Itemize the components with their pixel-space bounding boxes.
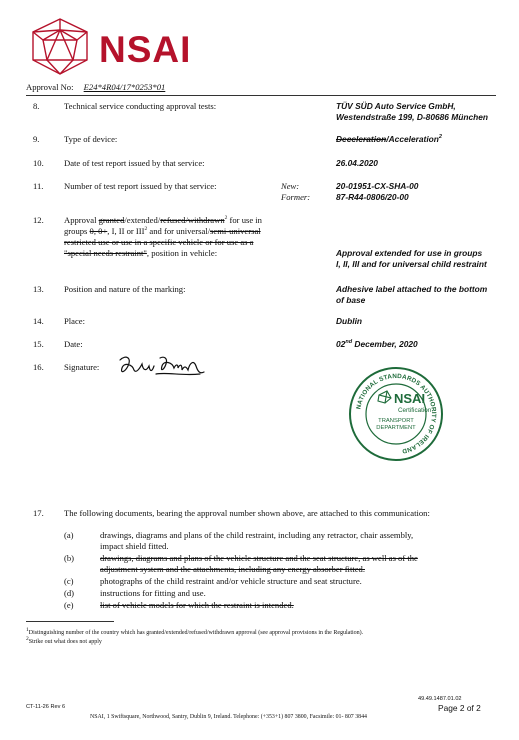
footnote-text: Distinguishing number of the country which has granted/extended/refused/withdrawn approval (see approval provisions in the Regulation). <box>28 630 364 636</box>
list-key: (a) <box>64 530 74 540</box>
header-divider <box>26 95 496 96</box>
footnote-2 <box>26 636 102 645</box>
text: and for universal/ <box>147 226 211 236</box>
text: December, 2020 <box>352 339 418 349</box>
scope-line <box>64 248 304 259</box>
scope-line <box>64 215 304 226</box>
item-label: Date of test report issued by that service: <box>64 158 205 168</box>
list-key: (b) <box>64 553 75 563</box>
footer-address: NSAI, 1 Swiftsquare, Northwood, Santry, Dublin 9, Ireland. Telephone: (+353+1) 807 3800, Facsimile: 01- 807 3844 <box>90 714 367 720</box>
text: /extended/ <box>124 215 161 225</box>
struck-text: Deceleration <box>336 134 387 144</box>
footnote-1 <box>26 627 364 636</box>
footnote-text: Strike out what does not apply <box>28 639 102 645</box>
ordinal-suffix: nd <box>345 339 353 346</box>
list-key: (d) <box>64 588 75 598</box>
item-number: 11. <box>33 181 44 191</box>
footnote-divider <box>26 621 114 622</box>
item-label: Type of device: <box>64 134 118 144</box>
documents-intro: The following documents, bearing the approval number shown above, are attached to this communication: <box>64 508 430 518</box>
footnote-marker: 1 <box>26 627 29 633</box>
text: , I, II or III <box>107 226 145 236</box>
item-number: 10. <box>33 158 44 168</box>
approval-scope-value-2: I, II, III and for universal child restraint <box>336 259 487 269</box>
item-number: 14. <box>33 316 44 326</box>
form-code: CT-11-26 Rev 6 <box>26 704 66 710</box>
item-label: Technical service conducting approval tests: <box>64 101 217 111</box>
approval-scope-text <box>64 215 304 259</box>
stamp-ring-text: NATIONAL STANDARDS AUTHORITY OF IRELAND <box>355 372 438 455</box>
stamp-line-2: DEPARTMENT <box>376 425 416 431</box>
struck-text: "special needs restraint" <box>64 248 147 258</box>
list-item-e: list of vehicle models for which the restraint is intended. <box>100 600 294 610</box>
text: groups <box>64 226 90 236</box>
nsai-logo <box>25 16 200 76</box>
item-number: 17. <box>33 508 44 518</box>
approval-scope-value-1: Approval extended for use in groups <box>336 248 483 258</box>
footnote-ref: 2 <box>438 134 442 141</box>
technical-service-address: Westendstraße 199, D-80686 München <box>336 112 489 122</box>
footnote-ref: 2 <box>224 215 228 222</box>
item-number: 8. <box>33 101 40 111</box>
struck-text: restricted use or use in a specific vehicle or for use as a <box>64 237 254 247</box>
new-report-number: 20-01951-CX-SHA-00 <box>336 181 419 191</box>
item-label: Place: <box>64 316 85 326</box>
item-number: 12. <box>33 215 44 225</box>
stamp-brand: NSAI <box>394 391 426 406</box>
stamp-line-1: TRANSPORT <box>378 418 414 424</box>
item-number: 15. <box>33 339 44 349</box>
list-item-c: photographs of the child restraint and/or vehicle structure and seat structure. <box>100 576 362 586</box>
former-report-number: 87-R44-0806/20-00 <box>336 192 409 202</box>
list-item-a-line-1: drawings, diagrams and plans of the child restraint, including any retractor, chair assembly, <box>100 530 414 540</box>
list-item-b-line-1: drawings, diagrams and plans of the vehicle structure and the seat structure, as well as of the <box>100 553 418 563</box>
former-report-label: Former: <box>281 192 311 202</box>
page-number: Page 2 of 2 <box>438 703 481 713</box>
list-item-b-line-2: adjustment system and the attachments, including any energy absorber fitted. <box>100 564 365 574</box>
marking-value-1: Adhesive label attached to the bottom <box>336 284 488 294</box>
marking-value-2: of base <box>336 295 366 305</box>
text: for use in <box>227 215 262 225</box>
list-item-d: instructions for fitting and use. <box>100 588 206 598</box>
list-key: (c) <box>64 576 74 586</box>
nsai-logo-text: NSAI <box>99 29 192 70</box>
list-key: (e) <box>64 600 74 610</box>
item-label: Signature: <box>64 362 100 372</box>
nsai-certification-stamp <box>347 365 445 463</box>
item-label: Date: <box>64 339 83 349</box>
text: Approval <box>64 215 99 225</box>
place-value: Dublin <box>336 316 363 326</box>
scope-line <box>64 237 304 248</box>
approval-number-row <box>26 82 165 92</box>
approval-label: Approval No: <box>26 82 74 92</box>
item-label: Position and nature of the marking: <box>64 284 186 294</box>
item-number: 13. <box>33 284 44 294</box>
scope-line <box>64 226 304 237</box>
struck-text: semi-universal <box>210 226 261 236</box>
issue-date-value <box>336 339 418 349</box>
struck-text: refused/withdrawn <box>160 215 225 225</box>
stamp-subtitle: Certification <box>398 407 432 414</box>
new-report-label: New: <box>281 181 300 191</box>
nsai-geometric-emblem-icon <box>25 16 95 78</box>
item-number: 16. <box>33 362 44 372</box>
struck-text: 0, 0+ <box>89 226 108 236</box>
footnote-marker: 2 <box>26 636 29 642</box>
technical-service-name: TÜV SÜD Auto Service GmbH, <box>336 101 456 111</box>
approval-number: E24*4R04/17*0253*01 <box>83 82 166 92</box>
device-type-value <box>336 134 442 144</box>
device-type-text: /Acceleration <box>386 134 439 144</box>
footnote-ref: 2 <box>144 226 148 233</box>
test-report-date: 26.04.2020 <box>336 158 378 168</box>
handwritten-signature <box>116 352 206 382</box>
text: 02 <box>336 339 346 349</box>
stamp-emblem-icon <box>378 391 391 403</box>
list-item-a-line-2: impact shield fitted. <box>100 541 169 551</box>
item-label: Number of test report issued by that service: <box>64 181 217 191</box>
item-number: 9. <box>33 134 40 144</box>
document-code: 49.49.1487.01.02 <box>418 696 462 702</box>
text: , position in vehicle: <box>146 248 218 258</box>
struck-text: granted <box>98 215 125 225</box>
